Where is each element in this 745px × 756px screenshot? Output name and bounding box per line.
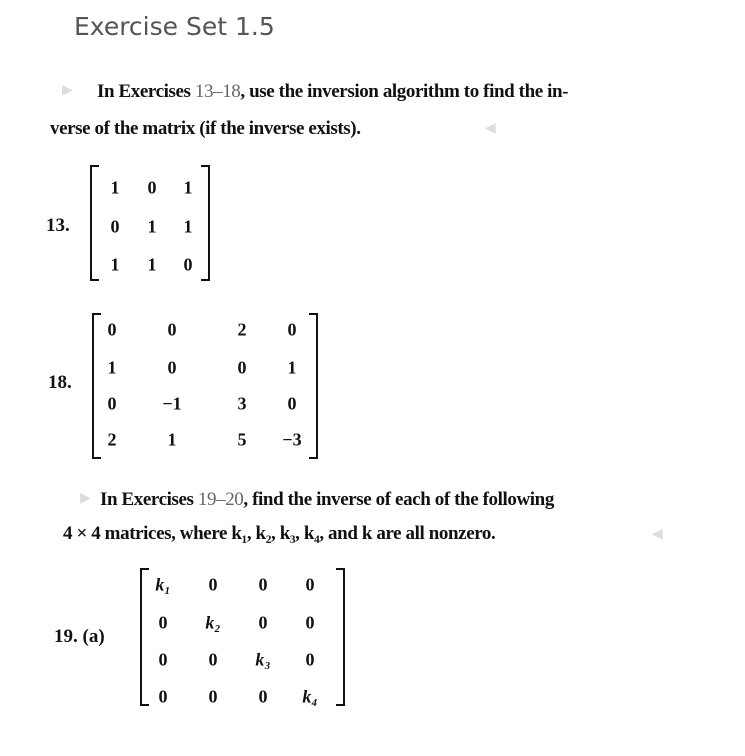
exercise-19a-label: 19. (a) — [54, 626, 105, 647]
matrix-cell: 1 — [147, 254, 157, 275]
matrix-cell: 0 — [167, 357, 177, 378]
matrix-cell: 0 — [107, 393, 117, 414]
matrix-cell: k₂ — [205, 612, 221, 633]
matrix-cell: 5 — [237, 429, 247, 450]
matrix-cell: 0 — [305, 574, 315, 595]
exercise-range: 13–18 — [194, 81, 241, 102]
text: , use the inversion algorithm to find the in- — [240, 81, 569, 102]
instruction-2-line-1 — [100, 481, 554, 518]
instruction-1-line-1 — [97, 73, 568, 110]
matrix-cell: 0 — [158, 612, 168, 633]
matrix-cell: 1 — [107, 357, 117, 378]
matrix-cell: 3 — [237, 393, 247, 414]
end-marker-icon: ◀ — [485, 121, 496, 136]
text: In Exercises — [100, 489, 198, 510]
matrix-cell: 0 — [110, 216, 120, 237]
text: , find the inverse of each of the following — [243, 489, 554, 510]
bracket-right — [336, 568, 345, 706]
matrix-cell: 0 — [258, 686, 268, 707]
exercise-18-matrix — [92, 313, 318, 459]
matrix-cell: 0 — [208, 649, 218, 670]
bracket-left — [92, 313, 101, 459]
matrix-cell: k₄ — [302, 686, 318, 707]
matrix-cell: 0 — [287, 319, 297, 340]
bracket-left — [140, 568, 149, 706]
matrix-cell: 1 — [110, 254, 120, 275]
text: In Exercises — [97, 81, 195, 102]
matrix-cell: 0 — [158, 686, 168, 707]
matrix-cell: 0 — [107, 319, 117, 340]
matrix-cell: 0 — [258, 574, 268, 595]
matrix-cell: 2 — [107, 429, 117, 450]
matrix-cell: 0 — [158, 649, 168, 670]
matrix-cell: 0 — [258, 612, 268, 633]
matrix-cell: 0 — [208, 574, 218, 595]
matrix-cell: −1 — [162, 393, 182, 414]
start-marker-icon: ▶ — [80, 491, 91, 506]
exercise-range: 19–20 — [197, 489, 244, 510]
matrix-cell: 0 — [305, 649, 315, 670]
matrix-cell: 0 — [183, 254, 193, 275]
matrix-cell: −3 — [282, 429, 302, 450]
matrix-cell: 0 — [208, 686, 218, 707]
matrix-cell: 2 — [237, 319, 247, 340]
matrix-cell: 1 — [167, 429, 177, 450]
matrix-cell: 1 — [183, 216, 193, 237]
matrix-cell: 0 — [167, 319, 177, 340]
matrix-cell: k₁ — [155, 574, 171, 595]
section-title: Exercise Set 1.5 — [74, 12, 275, 41]
matrix-cell: 0 — [237, 357, 247, 378]
matrix-cell: 1 — [110, 177, 120, 198]
bracket-right — [201, 165, 210, 281]
exercise-18-label: 18. — [48, 372, 72, 393]
text: 4 × 4 matrices, where k₁, k₂, k₃, k₄, and k are all nonzero. — [63, 523, 496, 544]
text: verse of the matrix (if the inverse exists). — [50, 118, 361, 139]
end-marker-icon: ◀ — [652, 527, 663, 542]
exercise-13-label: 13. — [46, 215, 70, 236]
matrix-cell: 1 — [183, 177, 193, 198]
bracket-right — [309, 313, 318, 459]
matrix-cell: 1 — [147, 216, 157, 237]
matrix-cell: 0 — [305, 612, 315, 633]
exercise-19a-matrix — [140, 568, 345, 706]
matrix-cell: 0 — [287, 393, 297, 414]
instruction-2-line-2 — [63, 515, 495, 552]
start-marker-icon: ▶ — [62, 83, 73, 98]
matrix-cell: 0 — [147, 177, 157, 198]
exercise-13-matrix — [90, 165, 210, 281]
matrix-cell: k₃ — [255, 649, 271, 670]
instruction-1-line-2 — [50, 110, 361, 147]
matrix-cell: 1 — [287, 357, 297, 378]
bracket-left — [90, 165, 99, 281]
